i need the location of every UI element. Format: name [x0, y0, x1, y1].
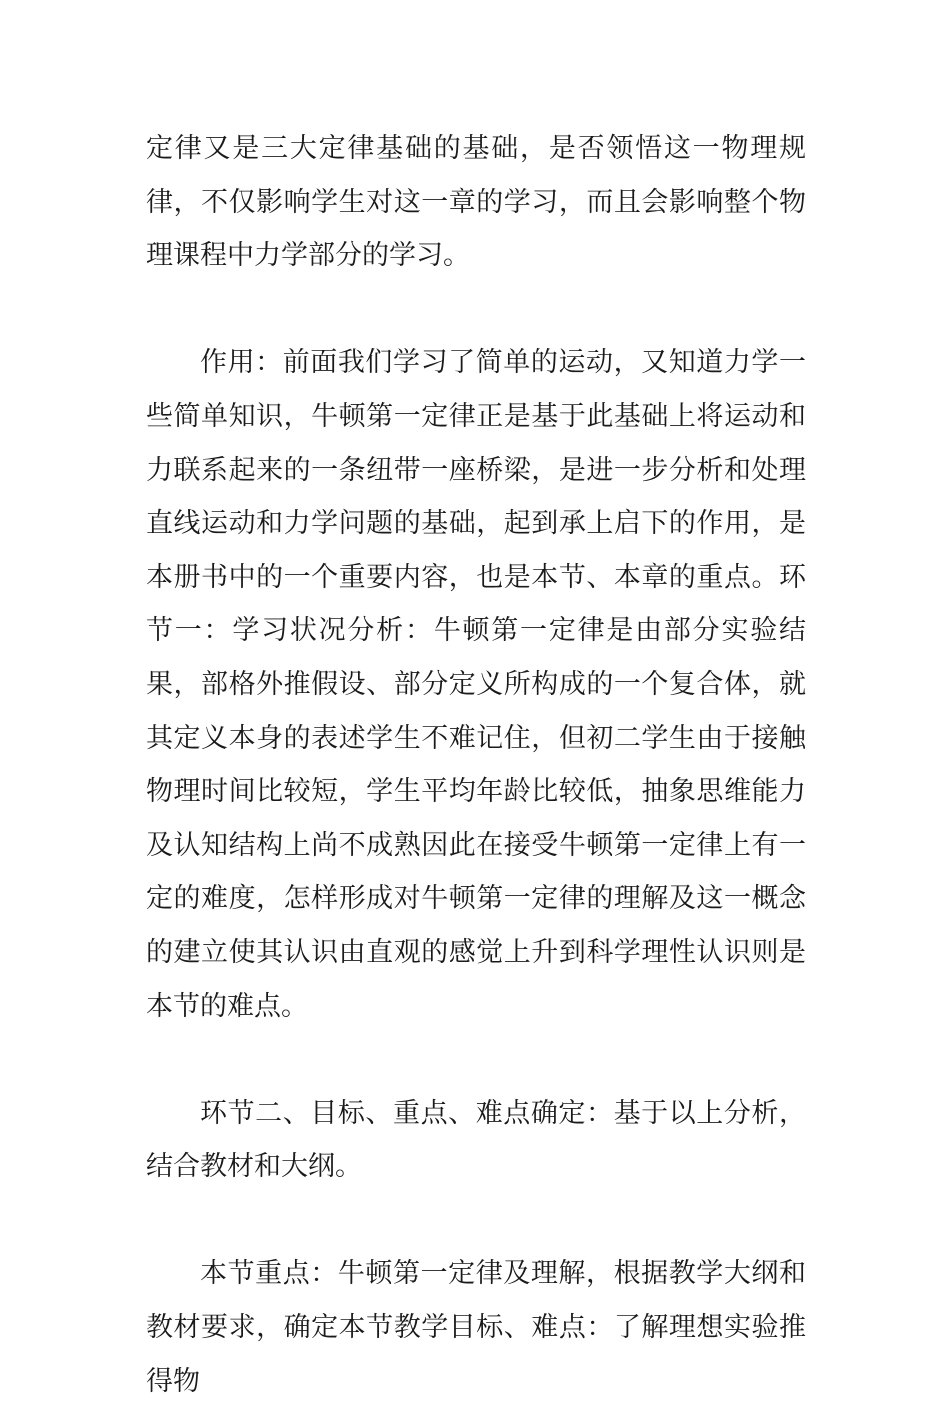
- paragraph-2: 作用：前面我们学习了简单的运动，又知道力学一些简单知识，牛顿第一定律正是基于此基础上将运动和力联系起来的一条纽带一座桥梁，是进一步分析和处理直线运动和力学问题的基础，起到承上启下的作用，是本册书中的一个重要内容，也是本节、本章的重点。环节一：学习状况分析：牛顿第一定律是由部分实验结果，部格外推假设、部分定义所构成的一个复合体，就其定义本身的表述学生不难记住，但初二学生由于接触物理时间比较短，学生平均年龄比较低，抽象思维能力及认知结构上尚不成熟因此在接受牛顿第一定律上有一定的难度，怎样形成对牛顿第一定律的理解及这一概念的建立使其认识由直观的感觉上升到科学理性认识则是本节的难点。: [146, 347, 806, 1022]
- document-body: [146, 122, 806, 1408]
- paragraph-4: 本节重点：牛顿第一定律及理解，根据教学大纲和教材要求，确定本节教学目标、难点：了解理想实验推得物: [146, 1258, 806, 1397]
- paragraph-1: 定律又是三大定律基础的基础，是否领悟这一物理规律，不仅影响学生对这一章的学习，而且会影响整个物理课程中力学部分的学习。: [146, 133, 806, 272]
- paragraph-gap: [146, 1194, 806, 1248]
- paragraph-gap: [146, 1033, 806, 1087]
- paragraph-3: 环节二、目标、重点、难点确定：基于以上分析，结合教材和大纲。: [146, 1097, 806, 1183]
- paragraph-gap: [146, 283, 806, 337]
